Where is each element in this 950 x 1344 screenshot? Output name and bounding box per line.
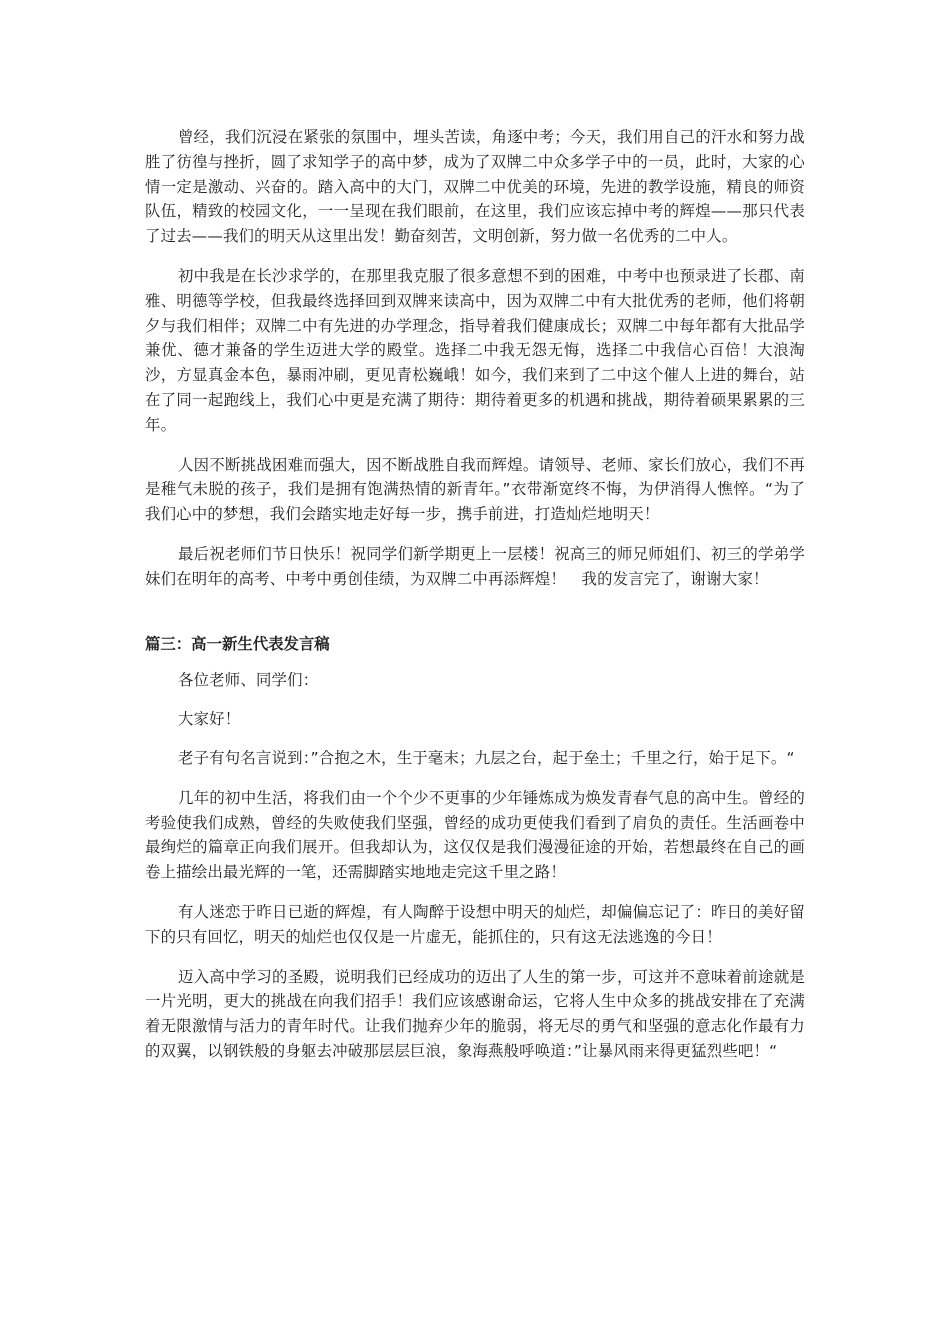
paragraph-laozi-quote: 老子有句名言说到：”合抱之木，生于毫末；九层之台，起于垒土；千里之行，始于足下。“ (178, 748, 795, 767)
greeting: 大家好！ (178, 710, 241, 729)
paragraph-changsha-study: 初中我是在长沙求学的，在那里我克服了很多意想不到的困难，中考中也预录进了长郡、南雅、明德等学校，但我最终选择回到双牌来读高中，因为双牌二中有大批优秀的老师，他们将朝夕与我们相伴；双牌二中有先进的办学理念，指导着我们健康成长；双牌二中每年都有大批品学兼优、德才兼备的学生迈进大学的殿堂。选择二中我无怨无悔，选择二中我信心百倍！大浪淘沙，方显真金本色，暴雨冲刷，更见青松巍峨！如今，我们来到了二中这个催人上进的舞台，站在了同一起跑线上，我们心中更是充满了期待：期待着更多的机遇和挑战，期待着硕果累累的三年。 (145, 266, 805, 434)
salutation: 各位老师、同学们： (178, 671, 319, 690)
paragraph-yesterday-tomorrow: 有人迷恋于昨日已逝的辉煌，有人陶醉于设想中明天的灿烂，却偏偏忘记了：昨日的美好留下的只有回忆，明天的灿烂也仅仅是一片虚无，能抓住的，只有这无法逃逸的今日！ (145, 902, 805, 946)
paragraph-past-struggle: 曾经，我们沉浸在紧张的氛围中，埋头苦读，角逐中考；今天，我们用自己的汗水和努力战胜了彷徨与挫折，圆了求知学子的高中梦，成为了双牌二中众多学子中的一员，此时，大家的心情一定是激动、兴奋的。踏入高中的大门，双牌二中优美的环境，先进的教学设施，精良的师资队伍，精致的校园文化，一一呈现在我们眼前，在这里，我们应该忘掉中考的辉煌——那只代表了过去——我们的明天从这里出发！勤奋刻苦，文明创新，努力做一名优秀的二中人。 (145, 128, 805, 246)
paragraph-challenge: 人因不断挑战困难而强大，因不断战胜自我而辉煌。请领导、老师、家长们放心，我们不再是稚气未脱的孩子，我们是拥有饱满热情的新青年。”衣带渐宽终不悔，为伊消得人憔悴。“为了我们心中的梦想，我们会踏实地走好每一步，携手前进，打造灿烂地明天！ (145, 455, 805, 524)
paragraph-junior-high-life: 几年的初中生活，将我们由一个个少不更事的少年锤炼成为焕发青春气息的高中生。曾经的考验使我们成熟，曾经的失败使我们坚强，曾经的成功更使我们看到了肩负的责任。生活画卷中最绚烂的篇章正向我们展开。但我却认为，这仅仅是我们漫漫征途的开始，若想最终在自己的画卷上描绘出最光辉的一笔，还需脚踏实地地走完这千里之路！ (145, 788, 805, 882)
section-three-heading: 篇三：高一新生代表发言稿 (145, 634, 330, 653)
paragraph-closing-wishes: 最后祝老师们节日快乐！祝同学们新学期更上一层楼！祝高三的师兄师姐们、初三的学弟学妹们在明年的高考、中考中勇创佳绩，为双牌二中再添辉煌！ 我的发言完了，谢谢大家！ (145, 544, 805, 588)
paragraph-high-school-palace: 迈入高中学习的圣殿，说明我们已经成功的迈出了人生的第一步，可这并不意味着前途就是一片光明，更大的挑战在向我们招手！我们应该感谢命运，它将人生中众多的挑战安排在了充满着无限激情与活力的青年时代。让我们抛弃少年的脆弱，将无尽的勇气和坚强的意志化作最有力的双翼，以钢铁般的身躯去冲破那层层巨浪，象海燕般呼唤道：”让暴风雨来得更猛烈些吧！“ (145, 967, 805, 1060)
